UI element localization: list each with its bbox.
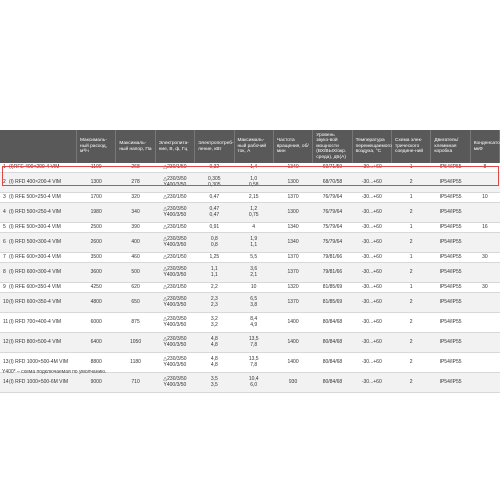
power-supply-cell [155, 353, 194, 373]
power-supply-value: △230/3/50 [163, 205, 187, 212]
motor-cell: IP54/IP55 [431, 253, 470, 263]
temp-cell: -30...+60 [352, 203, 391, 223]
current-value: 1,0 [250, 175, 258, 182]
pressure-cell: 1180 [116, 353, 155, 373]
model-name-cell [0, 173, 77, 193]
capacitor-cell [470, 263, 499, 283]
sound-cell: 79/81/66 [313, 253, 352, 263]
rpm-cell: 1370 [273, 263, 312, 283]
rpm-cell: 1320 [273, 283, 312, 293]
scheme-cell: 2 [392, 293, 431, 313]
capacitor-cell [470, 293, 499, 313]
consumption-value: 0,47 [209, 211, 220, 218]
consumption-cell [195, 173, 234, 193]
temp-cell: -30...+60 [352, 373, 391, 393]
motor-cell: IP54/IP55 [431, 193, 470, 203]
power-supply-value: △230/1/50 [163, 253, 187, 260]
flow-cell: 1300 [77, 173, 116, 193]
column-header: Электропита-ние, В, ф, Гц [155, 130, 194, 163]
row-number: 11 [3, 318, 9, 325]
power-supply-value: Y400/3/50 [163, 301, 187, 308]
sound-cell: 80/84/68 [313, 373, 352, 393]
current-value: 10,4 [248, 375, 259, 382]
pressure-cell: 710 [116, 373, 155, 393]
temp-cell: -30...+60 [352, 223, 391, 233]
current-value: 6,5 [250, 295, 258, 302]
power-supply-cell [155, 253, 194, 263]
column-header: Максималь-ный напор, Па [116, 130, 155, 163]
consumption-cell [195, 293, 234, 313]
rpm-cell: 930 [273, 373, 312, 393]
current-value: 2,15 [248, 193, 259, 200]
power-supply-value: Y400/3/50 [163, 271, 187, 278]
power-supply-value: Y400/3/50 [163, 211, 187, 218]
flow-cell: 4250 [77, 283, 116, 293]
consumption-value: 1,25 [209, 253, 220, 260]
table-footnote: Y400* – схема подключаемая по умолчанию. [2, 369, 107, 375]
sound-cell: 80/84/68 [313, 333, 352, 353]
table-row [0, 173, 500, 193]
scheme-cell: 1 [392, 163, 431, 173]
consumption-value: 4,8 [210, 335, 218, 342]
sound-cell: 79/81/66 [313, 263, 352, 283]
rpm-cell: 1340 [273, 223, 312, 233]
sound-cell: 76/79/64 [313, 203, 352, 223]
table-row [0, 233, 500, 253]
motor-cell: IP54/IP55 [431, 223, 470, 233]
consumption-value: 0,305 [208, 181, 221, 188]
power-supply-value: △230/3/50 [163, 375, 187, 382]
consumption-value: 4,8 [210, 361, 218, 368]
temp-cell: -30...+60 [352, 233, 391, 253]
model-name: (I) RFE 500×250-4 VIM [9, 193, 61, 200]
capacitor-cell: 30 [470, 283, 499, 293]
power-supply-value: Y400/3/50 [163, 361, 187, 368]
flow-cell: 9000 [77, 373, 116, 393]
rpm-cell: 1370 [273, 253, 312, 263]
model-name: (I) RFE 600×300-4 VIM [9, 253, 61, 260]
power-supply-value: △230/3/50 [163, 265, 187, 272]
column-header [0, 130, 77, 163]
current-value: 1,9 [250, 235, 258, 242]
model-name: (I)RFE 400×200-4 VIM [9, 163, 60, 170]
column-header: Двигатель/клеммная коробка [431, 130, 470, 163]
scheme-cell: 2 [392, 333, 431, 353]
consumption-value: 2,3 [210, 301, 218, 308]
motor-cell: IP54/IP55 [431, 373, 470, 393]
power-supply-value: △230/1/50 [163, 223, 187, 230]
scheme-cell: 2 [392, 353, 431, 373]
flow-cell: 2500 [77, 223, 116, 233]
power-supply-cell [155, 173, 194, 193]
current-value: 5,5 [250, 253, 258, 260]
consumption-cell [195, 263, 234, 283]
current-value: 13,5 [248, 355, 259, 362]
pressure-cell: 320 [116, 193, 155, 203]
model-name-cell [0, 293, 77, 313]
capacitor-cell [470, 203, 499, 223]
temp-cell: -30...+60 [352, 353, 391, 373]
motor-cell: IP54/IP55 [431, 353, 470, 373]
pressure-cell: 875 [116, 313, 155, 333]
table-row [0, 193, 500, 203]
model-name: (I) RFD 1000×500-6M VIM [9, 378, 69, 385]
power-supply-value: Y400/3/50 [163, 321, 187, 328]
current-value: 13,5 [248, 335, 259, 342]
current-value: 7,8 [250, 341, 258, 348]
consumption-cell [195, 283, 234, 293]
current-value: 1,4 [250, 163, 258, 170]
row-number: 13 [3, 358, 9, 365]
rpm-cell: 1370 [273, 193, 312, 203]
consumption-cell [195, 373, 234, 393]
scheme-cell: 2 [392, 263, 431, 283]
consumption-cell [195, 203, 234, 223]
power-supply-value: Y400/3/50 [163, 381, 187, 388]
current-value: 4,9 [250, 321, 258, 328]
current-cell [234, 173, 273, 193]
current-value: 0,75 [248, 211, 259, 218]
sound-cell: 68/70/58 [313, 173, 352, 193]
motor-cell: IP54/IP55 [431, 203, 470, 223]
motor-cell: IP54/IP55 [431, 293, 470, 313]
rpm-cell: 1300 [273, 173, 312, 193]
table-row [0, 293, 500, 313]
row-number: 9 [3, 283, 6, 290]
table-row [0, 333, 500, 353]
current-cell [234, 313, 273, 333]
row-number: 4 [3, 208, 6, 215]
column-header: Схема элек-трического соедине-ний [392, 130, 431, 163]
consumption-value: 0,8 [210, 235, 218, 242]
row-number: 1 [3, 163, 6, 170]
model-name-cell [0, 233, 77, 253]
temp-cell: -30...+60 [352, 193, 391, 203]
table-row [0, 263, 500, 283]
pressure-cell: 340 [116, 203, 155, 223]
sound-cell: 69/71/59 [313, 163, 352, 173]
flow-cell: 3600 [77, 263, 116, 283]
column-header: Температура перемещаемого воздуха, °С [352, 130, 391, 163]
temp-cell: -30...+60 [352, 253, 391, 263]
motor-cell: IP54/IP55 [431, 163, 470, 173]
power-supply-value: △230/1/50 [163, 193, 187, 200]
pressure-cell: 460 [116, 253, 155, 263]
rpm-cell: 1400 [273, 333, 312, 353]
consumption-value: 4,8 [210, 355, 218, 362]
table-row [0, 313, 500, 333]
capacitor-cell: 10 [470, 193, 499, 203]
flow-cell: 6400 [77, 333, 116, 353]
power-supply-cell [155, 373, 194, 393]
motor-cell: IP54/IP55 [431, 233, 470, 253]
sound-cell: 80/84/68 [313, 353, 352, 373]
model-name: (I) RFD 700×400-4 VIM [9, 318, 62, 325]
flow-cell: 6000 [77, 313, 116, 333]
power-supply-value: Y400/3/50 [163, 341, 187, 348]
power-supply-cell [155, 333, 194, 353]
power-supply-cell [155, 263, 194, 283]
temp-cell: -30...+60 [352, 263, 391, 283]
power-supply-value: △230/3/50 [163, 315, 187, 322]
consumption-value: 1,1 [210, 265, 218, 272]
current-value: 7,8 [250, 361, 258, 368]
table-row [0, 203, 500, 223]
scheme-cell: 1 [392, 223, 431, 233]
current-value: 2,1 [250, 271, 258, 278]
pressure-cell: 268 [116, 163, 155, 173]
scheme-cell: 2 [392, 173, 431, 193]
consumption-cell [195, 313, 234, 333]
current-cell [234, 253, 273, 263]
capacitor-cell [470, 333, 499, 353]
row-number: 5 [3, 223, 6, 230]
flow-cell: 8800 [77, 353, 116, 373]
power-supply-value: △230/1/50 [163, 283, 187, 290]
current-cell [234, 233, 273, 253]
scheme-cell: 1 [392, 193, 431, 203]
power-supply-value: △230/3/50 [163, 235, 187, 242]
consumption-cell [195, 333, 234, 353]
consumption-value: 0,305 [208, 175, 221, 182]
current-value: 3,6 [250, 265, 258, 272]
sound-cell: 81/85/69 [313, 293, 352, 313]
capacitor-cell [470, 233, 499, 253]
sound-cell: 81/85/69 [313, 283, 352, 293]
consumption-value: 0,8 [210, 241, 218, 248]
consumption-value: 0,91 [209, 223, 220, 230]
scheme-cell: 2 [392, 203, 431, 223]
column-header: Максималь-ный рабочий ток, А [234, 130, 273, 163]
current-value: 3,8 [250, 301, 258, 308]
row-number: 2 [3, 178, 6, 185]
power-supply-cell [155, 283, 194, 293]
current-value: 1,1 [250, 241, 258, 248]
pressure-cell: 500 [116, 263, 155, 283]
model-name: (I) RFD 500×300-4 VIM [9, 238, 62, 245]
power-supply-cell [155, 223, 194, 233]
current-cell [234, 193, 273, 203]
consumption-value: 3,2 [210, 321, 218, 328]
consumption-value: 0,47 [209, 193, 220, 200]
temp-cell: -30...+60 [352, 333, 391, 353]
model-name: (I) RFE 600×350-4 VIM [9, 283, 61, 290]
row-number: 14 [3, 378, 9, 385]
model-name: (I) RFD 1000×500-4M VIM [9, 358, 69, 365]
table-row [0, 163, 500, 173]
consumption-cell [195, 353, 234, 373]
temp-cell: -30...+60 [352, 173, 391, 193]
consumption-value: 3,5 [210, 375, 218, 382]
capacitor-cell [470, 313, 499, 333]
capacitor-cell [470, 353, 499, 373]
model-name-cell [0, 163, 77, 173]
capacitor-cell [470, 373, 499, 393]
temp-cell: -30...+60 [352, 293, 391, 313]
consumption-cell [195, 193, 234, 203]
consumption-value: 3,5 [210, 381, 218, 388]
row-number: 8 [3, 268, 6, 275]
fan-specs-table [0, 130, 504, 393]
power-supply-value: Y400/3/50 [163, 241, 187, 248]
consumption-value: 2,2 [210, 283, 218, 290]
consumption-value: 0,47 [209, 205, 220, 212]
motor-cell: IP54/IP55 [431, 333, 470, 353]
consumption-cell [195, 253, 234, 263]
consumption-value: 2,3 [210, 295, 218, 302]
row-number: 3 [3, 193, 6, 200]
model-name: (I) RFD 500×250-4 VIM [9, 208, 62, 215]
row-number: 7 [3, 253, 6, 260]
table-body [0, 163, 500, 393]
temp-cell: -30...+60 [352, 283, 391, 293]
power-supply-cell [155, 293, 194, 313]
flow-cell: 2600 [77, 233, 116, 253]
sound-cell: 75/79/64 [313, 223, 352, 233]
current-value: 6,0 [250, 381, 258, 388]
flow-cell: 4800 [77, 293, 116, 313]
power-supply-cell [155, 313, 194, 333]
flow-cell: 1980 [77, 203, 116, 223]
column-header: Максималь-ный расход, м³/ч [77, 130, 116, 163]
model-name-cell [0, 333, 77, 353]
flow-cell: 1100 [77, 163, 116, 173]
model-name-cell [0, 313, 77, 333]
rpm-cell: 1400 [273, 353, 312, 373]
row-number: 6 [3, 238, 6, 245]
temp-cell: -30...+60 [352, 163, 391, 173]
power-supply-cell [155, 163, 194, 173]
scheme-cell: 2 [392, 313, 431, 333]
power-supply-cell [155, 233, 194, 253]
motor-cell: IP54/IP55 [431, 263, 470, 283]
model-name: (I) RFD 600×350-4 VIM [9, 298, 62, 305]
table-row [0, 283, 500, 293]
scheme-cell: 1 [392, 253, 431, 263]
model-name: (I) RFE 500×300-4 VIM [9, 223, 61, 230]
power-supply-cell [155, 203, 194, 223]
flow-cell: 1700 [77, 193, 116, 203]
model-name: (I) RFD 800×500-4 VIM [9, 338, 62, 345]
current-cell [234, 353, 273, 373]
capacitor-cell: 30 [470, 253, 499, 263]
model-name-cell [0, 223, 77, 233]
power-supply-cell [155, 193, 194, 203]
scheme-cell: 2 [392, 373, 431, 393]
consumption-value: 3,2 [210, 315, 218, 322]
row-number: 10 [3, 298, 9, 305]
motor-cell: IP54/IP55 [431, 313, 470, 333]
consumption-value: 1,1 [210, 271, 218, 278]
current-value: 8,4 [250, 315, 258, 322]
power-supply-value: △230/3/50 [163, 175, 187, 182]
model-name-cell [0, 203, 77, 223]
rpm-cell: 1300 [273, 203, 312, 223]
current-cell [234, 223, 273, 233]
capacitor-cell: 16 [470, 223, 499, 233]
current-cell [234, 373, 273, 393]
temp-cell: -30...+60 [352, 313, 391, 333]
consumption-cell [195, 223, 234, 233]
consumption-cell [195, 163, 234, 173]
current-cell [234, 263, 273, 283]
current-cell [234, 333, 273, 353]
motor-cell: IP54/IP55 [431, 173, 470, 193]
consumption-value: 4,8 [210, 341, 218, 348]
capacitor-cell [470, 173, 499, 193]
sound-cell: 80/84/68 [313, 313, 352, 333]
model-name: (I) RFD 600×300-4 VIM [9, 268, 62, 275]
sound-cell: 75/79/64 [313, 233, 352, 253]
column-header: Электропотреб-ление, кВт [195, 130, 234, 163]
row-number: 12 [3, 338, 9, 345]
model-name: (I) RFD 400×200-4 VIM [9, 178, 62, 185]
motor-cell: IP54/IP55 [431, 283, 470, 293]
power-supply-value: △230/3/50 [163, 295, 187, 302]
table-row [0, 223, 500, 233]
model-name-cell [0, 373, 77, 393]
consumption-cell [195, 233, 234, 253]
current-value: 10 [250, 283, 257, 290]
model-name-cell [0, 193, 77, 203]
scheme-cell: 2 [392, 233, 431, 253]
rpm-cell: 1370 [273, 293, 312, 313]
current-cell [234, 293, 273, 313]
sound-cell: 76/79/64 [313, 193, 352, 203]
pressure-cell: 390 [116, 223, 155, 233]
power-supply-value: △230/3/50 [163, 335, 187, 342]
column-header: Частота вращения, об/мин [273, 130, 312, 163]
pressure-cell: 400 [116, 233, 155, 253]
current-cell [234, 283, 273, 293]
scheme-cell: 1 [392, 283, 431, 293]
consumption-value: 0,32 [209, 163, 220, 170]
model-name-cell [0, 263, 77, 283]
pressure-cell: 1050 [116, 333, 155, 353]
current-value: 1,2 [250, 205, 258, 212]
pressure-cell: 650 [116, 293, 155, 313]
spec-table-container [0, 130, 504, 393]
pressure-cell: 620 [116, 283, 155, 293]
rpm-cell: 1340 [273, 233, 312, 253]
power-supply-value: △230/1/50 [163, 163, 187, 170]
current-cell [234, 163, 273, 173]
pressure-cell: 278 [116, 173, 155, 193]
column-header: Конденсатор, мкФ [470, 130, 499, 163]
current-value: 0,58 [248, 181, 259, 188]
power-supply-value: Y400/3/50 [163, 181, 187, 188]
table-header-row [0, 130, 500, 163]
rpm-cell: 1340 [273, 163, 312, 173]
column-header: Уровень звуко-вой мощности (ВХ/ВЫХ/окр. среда), дБ(А) [313, 130, 352, 163]
capacitor-cell: 8 [470, 163, 499, 173]
model-name-cell [0, 283, 77, 293]
table-row [0, 373, 500, 393]
rpm-cell: 1400 [273, 313, 312, 333]
power-supply-value: △230/3/50 [163, 355, 187, 362]
flow-cell: 3500 [77, 253, 116, 263]
current-cell [234, 203, 273, 223]
current-value: 4 [252, 223, 256, 230]
model-name-cell [0, 253, 77, 263]
table-row [0, 253, 500, 263]
